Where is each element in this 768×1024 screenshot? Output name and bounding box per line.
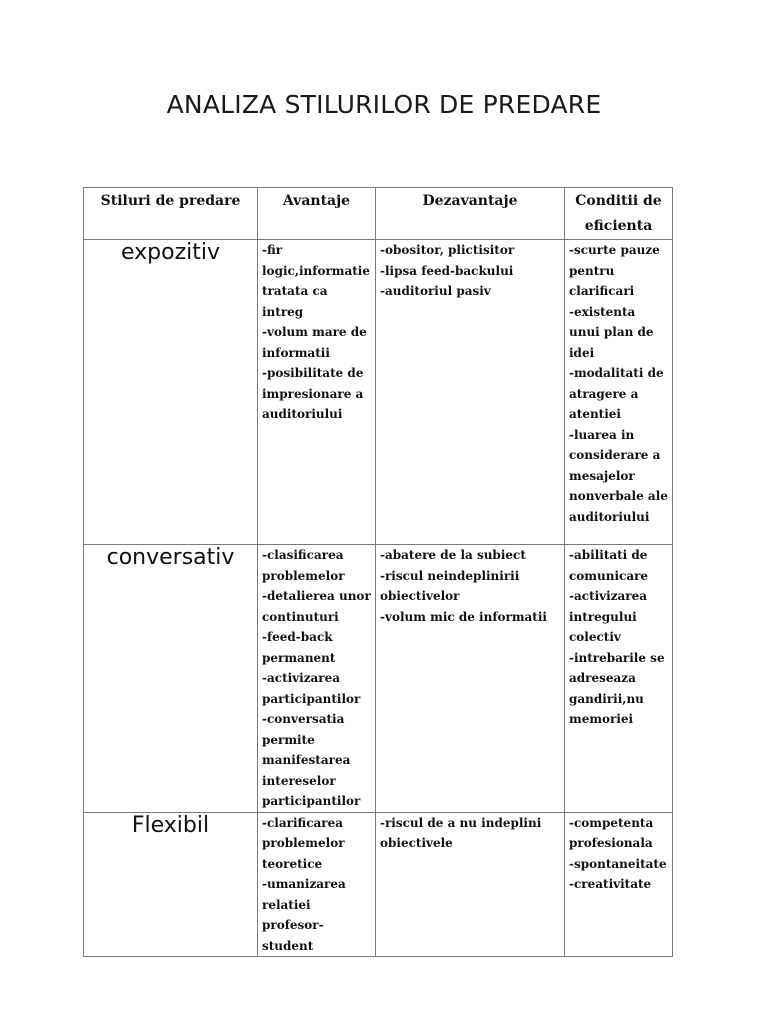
table-row: [84, 545, 673, 813]
dezavantaje-cell: [376, 240, 565, 545]
list-item: -feed-back permanent: [262, 630, 336, 665]
style-name-cell: [84, 240, 258, 545]
list-item: -intrebarile se adreseaza gandirii,nu memoriei: [569, 650, 665, 726]
table-row: [84, 812, 673, 957]
list-item: -existenta unui plan de idei: [569, 304, 654, 360]
list-item: -lipsa feed-backului: [380, 263, 514, 278]
list-item: -modalitati de atragere a atentiei: [569, 366, 664, 421]
list-item: -clarificarea problemelor teoretice: [262, 815, 345, 871]
style-name-cell: [84, 545, 258, 813]
list-item: -detalierea unor continuturi: [262, 589, 371, 624]
list-item: -clasificarea problemelor: [262, 548, 345, 583]
header-stiluri-label: Stiluri de predare: [100, 193, 241, 209]
header-stiluri: [84, 188, 258, 240]
table-header-row: [84, 188, 673, 240]
list-item: -riscul de a nu indeplini obiectivele: [380, 815, 542, 850]
list-item: -riscul neindeplinirii obiectivelor: [380, 568, 520, 603]
style-name: Flexibil: [131, 812, 210, 838]
list-item: -auditoriul pasiv: [380, 284, 491, 298]
list-item: -volum mare de informatii: [262, 325, 367, 360]
list-item: -posibilitate de impresionare a auditoriului: [262, 366, 364, 421]
conditii-cell: [565, 545, 673, 813]
conditii-cell: [565, 240, 673, 545]
header-dezavantaje-label: Dezavantaje: [422, 193, 518, 209]
list-item: -umanizarea relatiei profesor-student: [262, 877, 346, 953]
list-item: -activizarea intregului colectiv: [569, 589, 648, 644]
list-item: -activizarea participantilor: [262, 671, 361, 706]
dezavantaje-cell: [376, 545, 565, 813]
list-item: -luarea in considerare a mesajelor nonverbale ale auditoriului: [569, 427, 668, 524]
conditii-cell: [565, 812, 673, 957]
list-item: -scurte pauze pentru clarificari: [569, 243, 660, 298]
header-conditii: [565, 188, 673, 240]
teaching-styles-table: [83, 187, 673, 957]
avantaje-cell: [258, 545, 376, 813]
style-name-cell: [84, 812, 258, 957]
avantaje-cell: [258, 240, 376, 545]
header-conditii-label: Conditii de eficienta: [575, 193, 662, 234]
list-item: -abilitati de comunicare: [569, 548, 649, 583]
list-item: -fir logic,informatie tratata ca intreg: [262, 243, 370, 319]
header-avantaje-label: Avantaje: [282, 193, 351, 209]
list-item: -competenta profesionala: [569, 815, 654, 850]
list-item: -obositor, plictisitor: [380, 243, 515, 257]
header-dezavantaje: [376, 188, 565, 240]
avantaje-cell: [258, 812, 376, 957]
list-item: -conversatia permite manifestarea intereselor participantilor: [262, 712, 361, 808]
list-item: -volum mic de informatii: [380, 609, 547, 624]
header-avantaje: [258, 188, 376, 240]
dezavantaje-cell: [376, 812, 565, 957]
page-title: ANALIZA STILURILOR DE PREDARE: [166, 90, 602, 119]
list-item: -abatere de la subiect: [380, 548, 526, 562]
list-item: -spontaneitate: [569, 856, 667, 871]
style-name: conversativ: [106, 545, 235, 570]
style-name: expozitiv: [120, 240, 220, 265]
list-item: -creativitate: [569, 877, 652, 891]
table-row: [84, 240, 673, 545]
